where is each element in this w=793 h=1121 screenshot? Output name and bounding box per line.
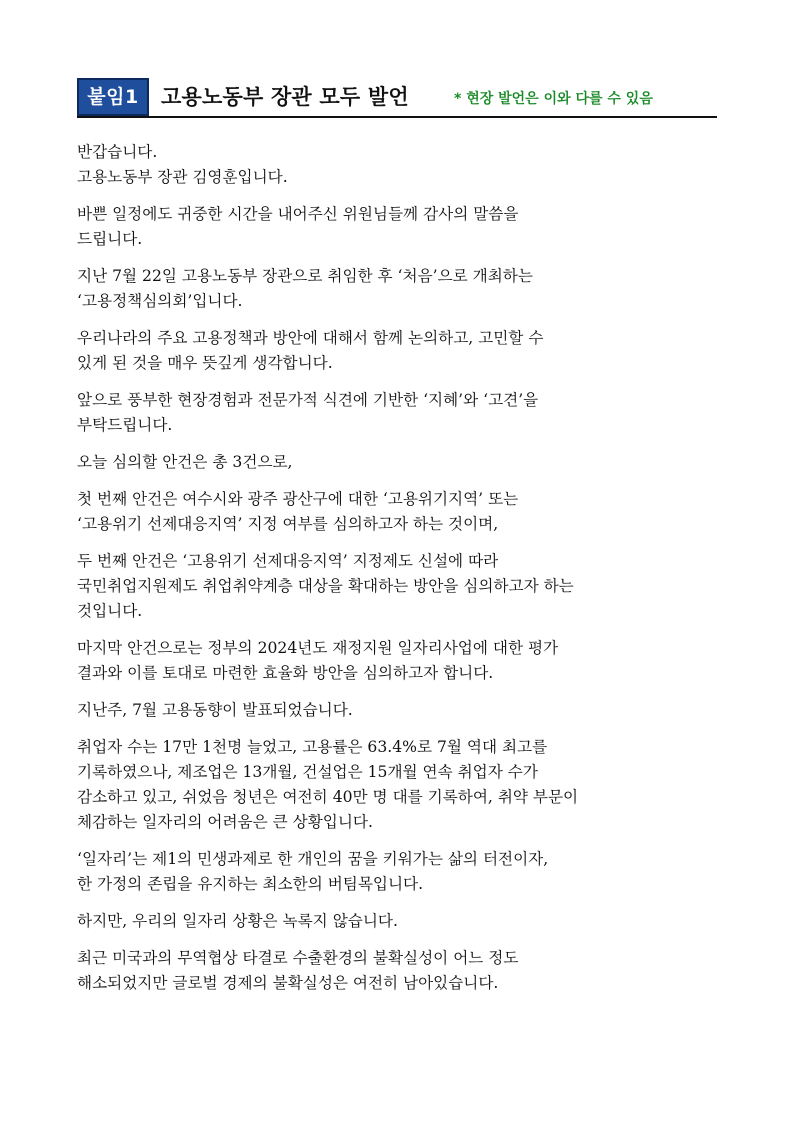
paragraph bbox=[77, 698, 717, 723]
text-line: 해소되었지만 글로벌 경제의 불확실성은 여전히 남아있습니다. bbox=[77, 974, 499, 992]
paragraph bbox=[77, 450, 717, 475]
text-line: 감소하고 있고, 쉬었음 청년은 여전히 40만 명 대를 기록하여, 취약 부문이 bbox=[77, 788, 579, 806]
text-line: 바쁜 일정에도 귀중한 시간을 내어주신 위원님들께 감사의 말씀을 bbox=[77, 205, 519, 223]
paragraph bbox=[77, 735, 717, 835]
text-line: 앞으로 풍부한 현장경험과 전문가적 식견에 기반한 ‘지혜’와 ‘고견’을 bbox=[77, 391, 539, 409]
text-line: 한 가정의 존립을 유지하는 최소한의 버팀목입니다. bbox=[77, 875, 424, 893]
text-line: 두 번째 안건은 ‘고용위기 선제대응지역’ 지정제도 신설에 따라 bbox=[77, 552, 499, 570]
text-line: ‘고용정책심의회’입니다. bbox=[77, 292, 243, 310]
text-line: 첫 번째 안건은 여수시와 광주 광산구에 대한 ‘고용위기지역’ 또는 bbox=[77, 490, 519, 508]
text-line: 우리나라의 주요 고용정책과 방안에 대해서 함께 논의하고, 고민할 수 bbox=[77, 329, 544, 347]
text-line: 부탁드립니다. bbox=[77, 416, 173, 434]
paragraph bbox=[77, 946, 717, 996]
text-line: 기록하였으나, 제조업은 13개월, 건설업은 15개월 연속 취업자 수가 bbox=[77, 763, 538, 781]
text-line: 오늘 심의할 안건은 총 3건으로, bbox=[77, 453, 293, 471]
paragraph bbox=[77, 202, 717, 252]
paragraph bbox=[77, 388, 717, 438]
paragraph bbox=[77, 636, 717, 686]
paragraph bbox=[77, 264, 717, 314]
header-divider bbox=[77, 116, 717, 118]
paragraph bbox=[77, 549, 717, 624]
text-line: 최근 미국과의 무역협상 타결로 수출환경의 불확실성이 어느 정도 bbox=[77, 949, 519, 967]
text-line: 지난주, 7월 고용동향이 발표되었습니다. bbox=[77, 701, 353, 719]
text-line: 드립니다. bbox=[77, 230, 143, 248]
text-line: 체감하는 일자리의 어려움은 큰 상황입니다. bbox=[77, 813, 373, 831]
text-line: 고용노동부 장관 김영훈입니다. bbox=[77, 168, 288, 186]
text-line: 결과와 이를 토대로 마련한 효율화 방안을 심의하고자 합니다. bbox=[77, 664, 494, 682]
paragraph bbox=[77, 909, 717, 934]
paragraph bbox=[77, 326, 717, 376]
text-line: 국민취업지원제도 취업취약계층 대상을 확대하는 방안을 심의하고자 하는 bbox=[77, 577, 574, 595]
paragraph bbox=[77, 487, 717, 537]
speech-body bbox=[77, 140, 717, 1008]
disclaimer-note: * 현장 발언은 이와 다를 수 있음 bbox=[454, 91, 653, 107]
text-line: 취업자 수는 17만 1천명 늘었고, 고용률은 63.4%로 7월 역대 최고를 bbox=[77, 738, 548, 756]
text-line: 것입니다. bbox=[77, 602, 143, 620]
text-line: 마지막 안건으로는 정부의 2024년도 재정지원 일자리사업에 대한 평가 bbox=[77, 639, 559, 657]
text-line: ‘일자리’는 제1의 민생과제로 한 개인의 꿈을 키워가는 삶의 터전이자, bbox=[77, 850, 549, 868]
paragraph bbox=[77, 140, 717, 190]
text-line: 하지만, 우리의 일자리 상황은 녹록지 않습니다. bbox=[77, 912, 398, 930]
text-line: 반갑습니다. bbox=[77, 143, 158, 161]
attachment-badge: 붙임1 bbox=[77, 78, 149, 116]
paragraph bbox=[77, 847, 717, 897]
text-line: 있게 된 것을 매우 뜻깊게 생각합니다. bbox=[77, 354, 333, 372]
document-header bbox=[77, 78, 717, 118]
text-line: 지난 7월 22일 고용노동부 장관으로 취임한 후 ‘처음’으로 개최하는 bbox=[77, 267, 533, 285]
text-line: ‘고용위기 선제대응지역’ 지정 여부를 심의하고자 하는 것이며, bbox=[77, 515, 499, 533]
document-title: 고용노동부 장관 모두 발언 bbox=[161, 85, 409, 109]
